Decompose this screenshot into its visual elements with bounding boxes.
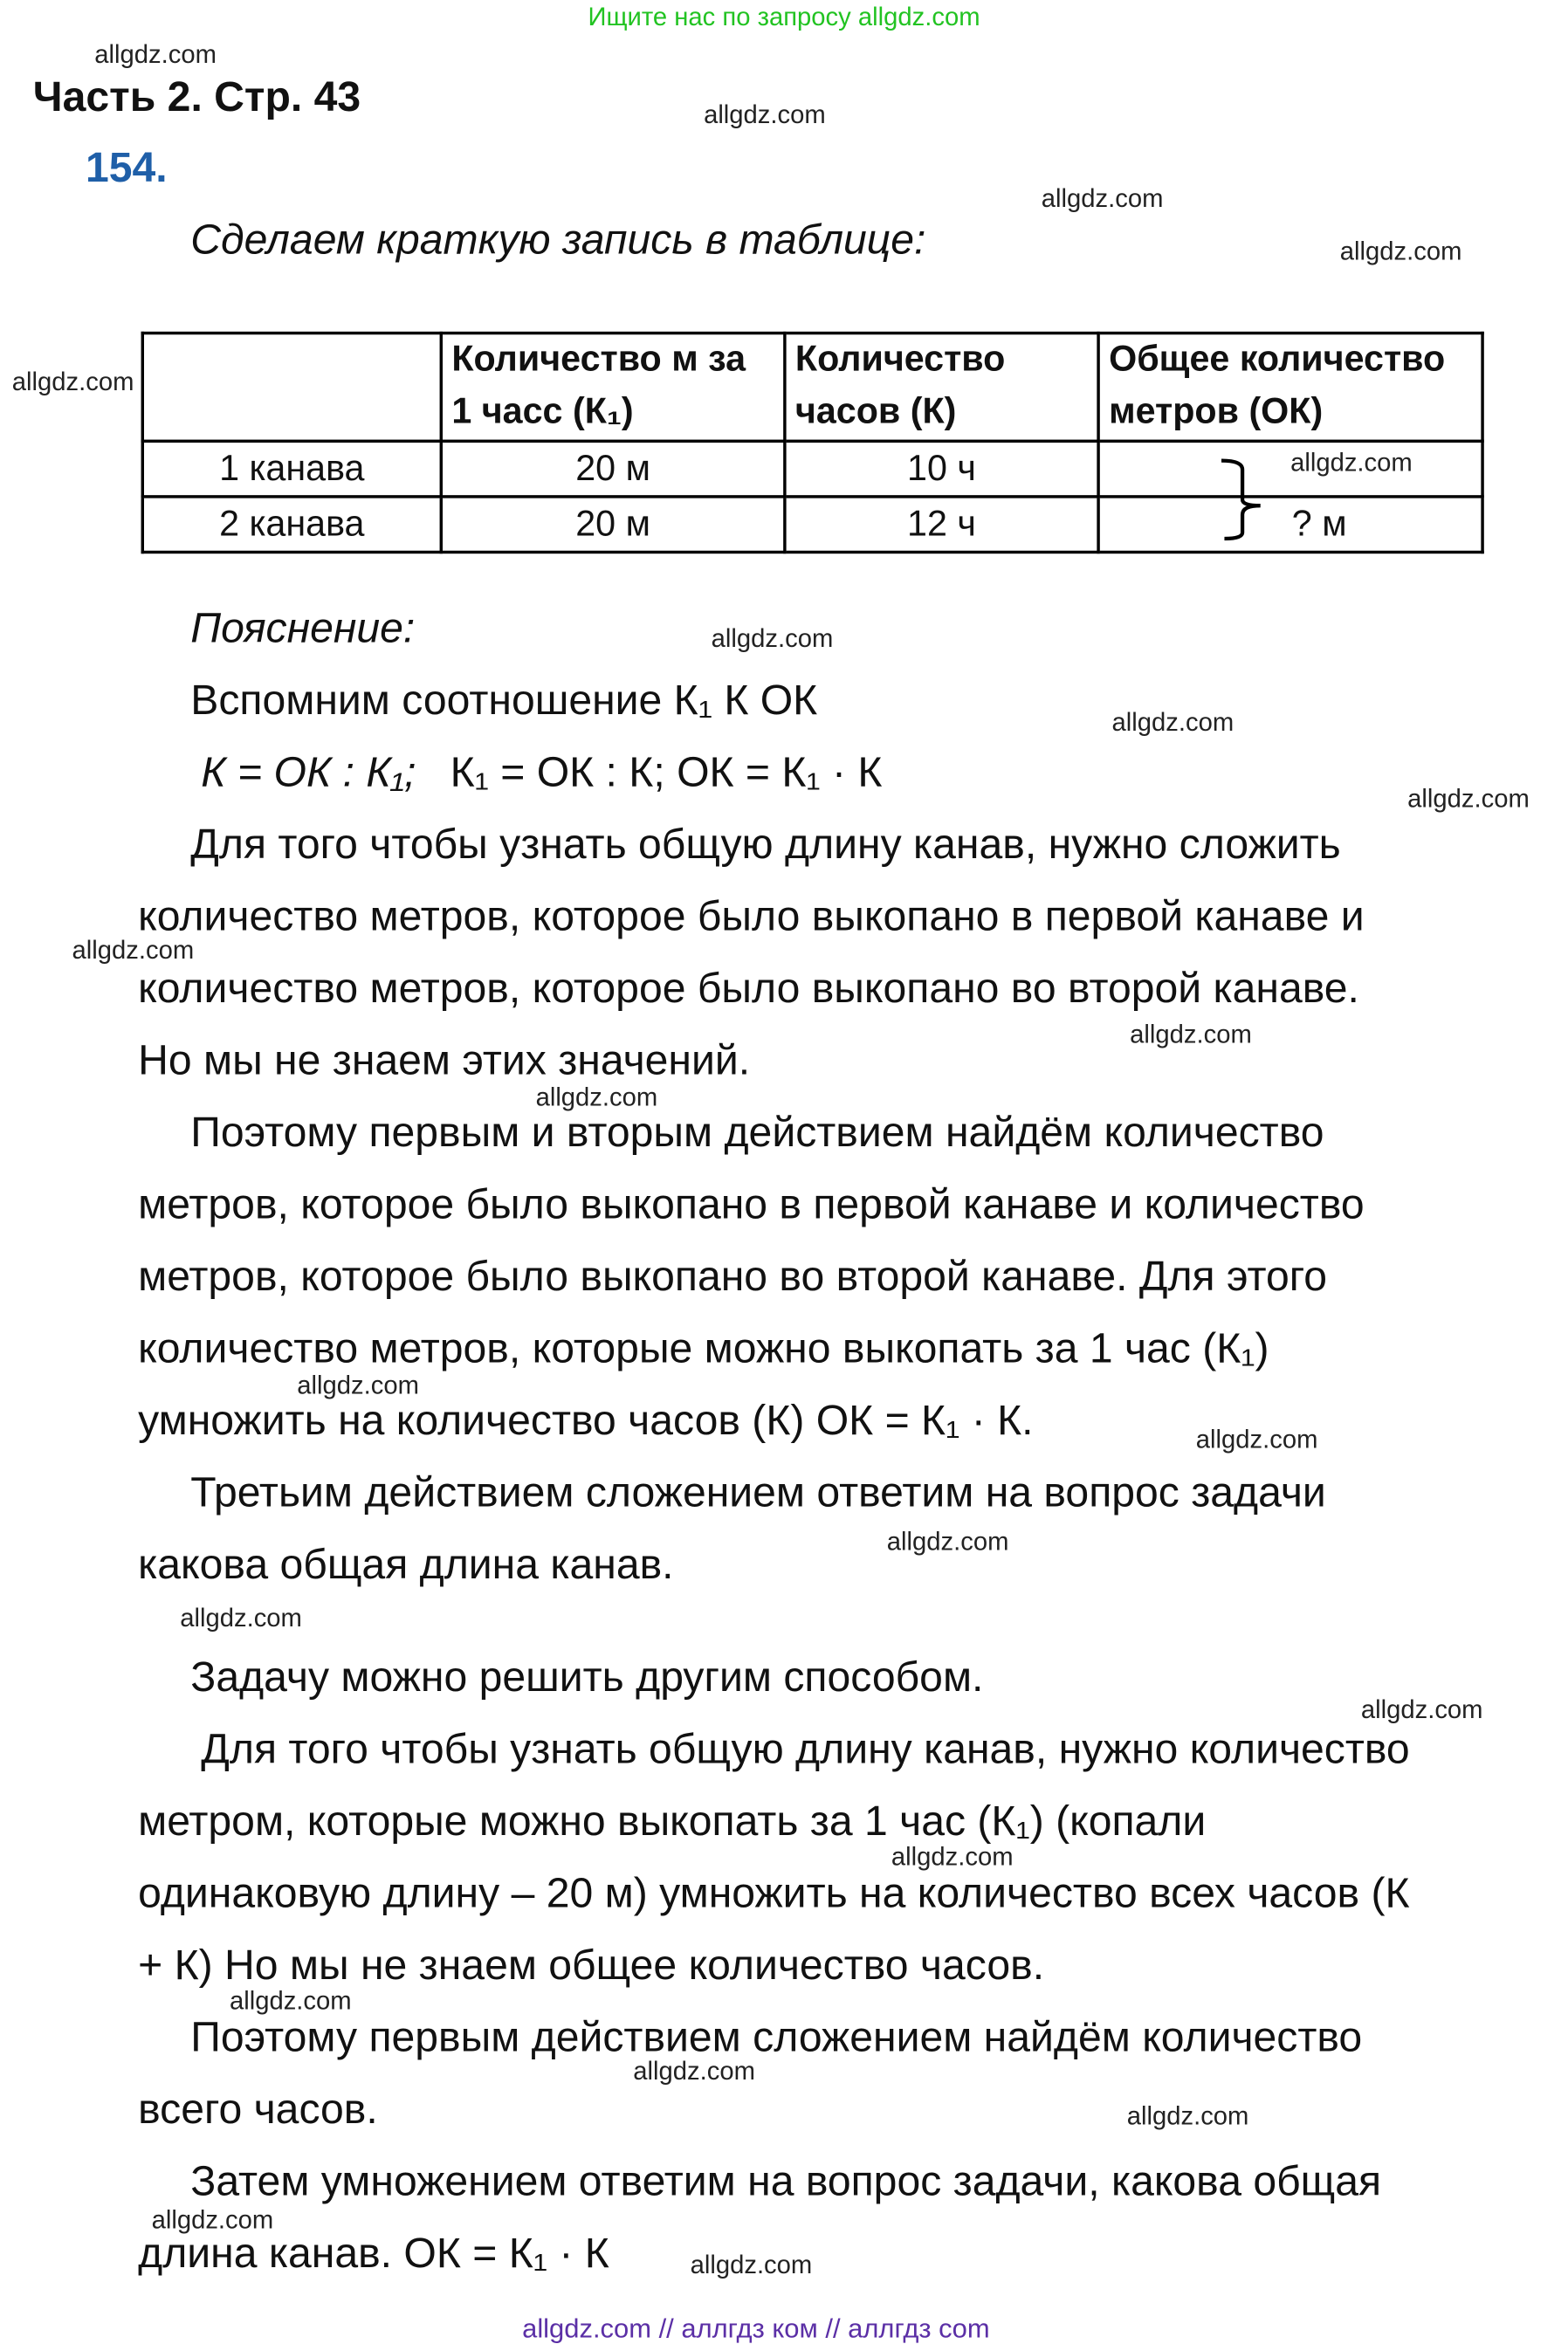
task-number: 154. (85, 143, 168, 191)
table-cell: 20 м (441, 441, 785, 497)
table-row (142, 497, 1482, 553)
explanation-title: Пояснение: (190, 604, 416, 651)
watermark: allgdz.com (1195, 1425, 1318, 1454)
formula-line: К = ОК : К₁; (201, 748, 416, 795)
watermark: allgdz.com (711, 623, 834, 653)
watermark: allgdz.com (1290, 448, 1413, 478)
search-banner: Ищите нас по запросу allgdz.com (588, 3, 980, 32)
text-line: метром, которые можно выкопать за 1 час (К₁) (копали (138, 1798, 1207, 1845)
text-line: Задачу можно решить другим способом. (190, 1653, 984, 1701)
watermark: allgdz.com (535, 1083, 658, 1112)
text-line: Для того чтобы узнать общую длину канав, нужно сложить (190, 821, 1341, 868)
watermark: allgdz.com (151, 2205, 274, 2235)
watermark: allgdz.com (229, 1986, 352, 2016)
text-line: количество метров, которое было выкопано во второй канаве. (138, 965, 1359, 1012)
table-cell: 10 ч (785, 441, 1098, 497)
text-line: количество метров, которое было выкопано в первой канаве и (138, 892, 1365, 939)
watermark: allgdz.com (1339, 237, 1462, 266)
watermark: allgdz.com (1360, 1695, 1483, 1724)
watermark: allgdz.com (1111, 708, 1234, 737)
watermark: allgdz.com (1041, 184, 1164, 214)
text-line: Затем умножением ответим на вопрос задачи, какова общая (190, 2157, 1382, 2204)
table-header: Количество м за 1 часс (К₁) (441, 333, 785, 442)
text-line: количество метров, которые можно выкопать за 1 час (К₁) (138, 1324, 1269, 1371)
text-line: Поэтому первым и вторым действием найдём количество (190, 1109, 1324, 1156)
footer-links[interactable]: allgdz.com // аллгдз ком // аллгдз com (522, 2313, 990, 2344)
table-header: Количество часов (К) (785, 333, 1098, 442)
watermark: allgdz.com (1130, 1020, 1252, 1049)
watermark: allgdz.com (94, 40, 217, 70)
text-line: какова общая длина канав. (138, 1541, 674, 1588)
text-line: всего часов. (138, 2085, 378, 2133)
intro-text: Сделаем краткую запись в таблице: (190, 216, 926, 263)
formula-line: К₁ = ОК : К; ОК = К₁ · К (450, 748, 883, 795)
text-line: Для того чтобы узнать общую длину канав, нужно количество (201, 1725, 1410, 1772)
watermark: allgdz.com (1126, 2101, 1249, 2131)
text-line: умножить на количество часов (К) ОК = К₁ · К. (138, 1397, 1034, 1444)
watermark: allgdz.com (690, 2251, 813, 2279)
text-line: Но мы не знаем этих значений. (138, 1036, 751, 1083)
summary-table (141, 332, 1484, 553)
table-row (142, 441, 1482, 497)
watermark: allgdz.com (886, 1527, 1009, 1557)
watermark: allgdz.com (1407, 784, 1530, 814)
text-line: метров, которое было выкопано во второй канаве. Для этого (138, 1253, 1328, 1300)
text-line: длина канав. ОК = К₁ · К (138, 2229, 609, 2277)
page-heading: Часть 2. Стр. 43 (32, 73, 361, 120)
watermark: allgdz.com (72, 936, 195, 966)
text-line: Поэтому первым действием сложением найдём количество (190, 2013, 1363, 2060)
table-header-row (142, 333, 1482, 442)
brace-icon (1219, 457, 1279, 541)
table-cell: 2 канава (142, 497, 441, 553)
table-header (142, 333, 441, 442)
text-line: Вспомним соотношение К₁ К ОК (190, 677, 818, 724)
text-line: Третьим действием сложением ответим на вопрос задачи (190, 1468, 1326, 1516)
text-line: одинаковую длину – 20 м) умножить на количество всех часов (К (138, 1869, 1410, 1916)
text-line: метров, которое было выкопано в первой канаве и количество (138, 1180, 1365, 1227)
watermark: allgdz.com (704, 100, 826, 129)
table-cell: 12 ч (785, 497, 1098, 553)
watermark: allgdz.com (633, 2057, 755, 2086)
watermark: allgdz.com (297, 1371, 419, 1400)
table-cell: 1 канава (142, 441, 441, 497)
watermark: allgdz.com (11, 368, 134, 396)
table-cell: ? м (1098, 497, 1482, 553)
table-cell: 20 м (441, 497, 785, 553)
table-header: Общее количество метров (ОК) (1098, 333, 1482, 442)
text-line: + К) Но мы не знаем общее количество часов. (138, 1941, 1045, 1989)
watermark: allgdz.com (180, 1604, 302, 1633)
watermark: allgdz.com (891, 1842, 1014, 1872)
